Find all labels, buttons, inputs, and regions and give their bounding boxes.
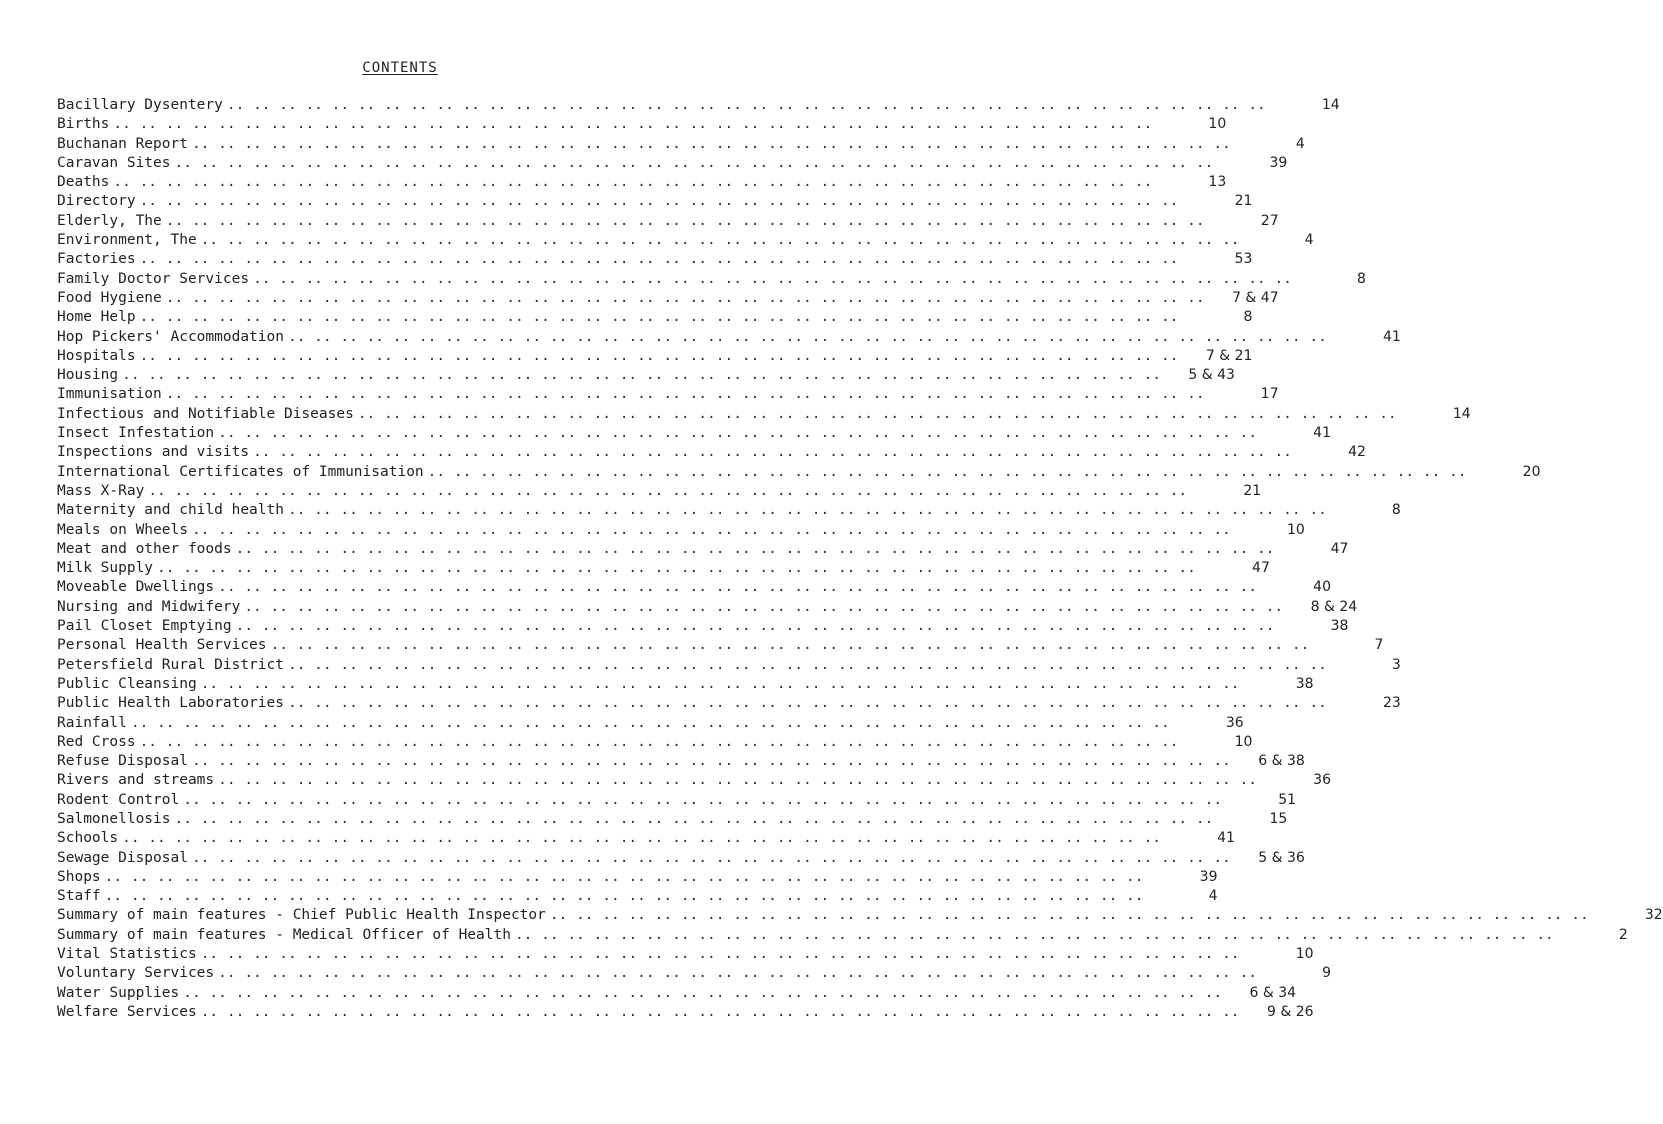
toc-entry-page: 7 & 21 — [1205, 347, 1253, 364]
dot-leader: .. .. .. .. .. .. .. .. .. .. .. .. .. .. .. .. .. .. .. .. .. .. .. .. .. .. .. .. .. .. .. .. .. .. .. .. .. .. .. .. — [200, 232, 1240, 249]
toc-entry-page: 23 — [1383, 695, 1401, 712]
dot-leader: .. .. .. .. .. .. .. .. .. .. .. .. .. .. .. .. .. .. .. .. .. .. .. .. .. .. .. .. .. .. .. .. .. .. .. .. .. .. .. .. — [122, 830, 1161, 847]
dot-leader: .. .. .. .. .. .. .. .. .. .. .. .. .. .. .. .. .. .. .. .. .. .. .. .. .. .. .. .. .. .. .. .. .. .. .. .. .. .. .. .. — [357, 405, 1397, 422]
toc-entry-page: 41 — [1383, 328, 1401, 345]
toc-entry-page: 27 — [1260, 212, 1279, 229]
toc-entry-label: Personal Health Services — [57, 637, 267, 654]
toc-entry-page: 10 — [1208, 116, 1227, 133]
toc-entry-page: 21 — [1234, 193, 1253, 210]
toc-entry-page: 40 — [1313, 579, 1331, 596]
toc-entry-page: 7 & 47 — [1232, 289, 1279, 306]
page-title: CONTENTS — [362, 60, 438, 76]
dot-leader: .. .. .. .. .. .. .. .. .. .. .. .. .. .. .. .. .. .. .. .. .. .. .. .. .. .. .. .. .. .. .. .. .. .. .. .. .. .. .. .. — [287, 656, 1327, 673]
toc-entry-label: Deaths — [57, 174, 110, 191]
table-of-contents — [57, 96, 1663, 1022]
toc-entry-label: Births — [57, 116, 110, 133]
toc-entry — [57, 270, 1366, 289]
toc-entry — [57, 366, 1235, 385]
toc-entry-label: Infectious and Notifiable Diseases — [57, 405, 354, 422]
toc-entry — [57, 192, 1253, 211]
toc-entry-page: 10 — [1286, 521, 1305, 538]
dot-leader: .. .. .. .. .. .. .. .. .. .. .. .. .. .. .. .. .. .. .. .. .. .. .. .. .. .. .. .. .. .. .. .. .. .. .. .. .. .. .. .. — [104, 888, 1144, 905]
dot-leader: .. .. .. .. .. .. .. .. .. .. .. .. .. .. .. .. .. .. .. .. .. .. .. .. .. .. .. .. .. .. .. .. .. .. .. .. .. .. .. .. — [139, 193, 1179, 210]
dot-leader: .. .. .. .. .. .. .. .. .. .. .. .. .. .. .. .. .. .. .. .. .. .. .. .. .. .. .. .. .. .. .. .. .. .. .. .. .. .. .. .. — [200, 675, 1240, 692]
toc-entry-label: Public Health Laboratories — [57, 695, 284, 712]
toc-entry-label: Schools — [57, 830, 119, 847]
dot-leader: .. .. .. .. .. .. .. .. .. .. .. .. .. .. .. .. .. .. .. .. .. .. .. .. .. .. .. .. .. .. .. .. .. .. .. .. .. .. .. .. — [139, 347, 1179, 364]
toc-entry — [57, 656, 1401, 675]
toc-entry-page: 42 — [1348, 444, 1366, 461]
toc-entry-page: 47 — [1252, 560, 1270, 577]
toc-entry-label: Meat and other foods — [57, 540, 232, 557]
toc-entry — [57, 115, 1227, 134]
dot-leader: .. .. .. .. .. .. .. .. .. .. .. .. .. .. .. .. .. .. .. .. .. .. .. .. .. .. .. .. .. .. .. .. .. .. .. .. .. .. .. .. — [253, 444, 1292, 461]
toc-entry — [57, 385, 1279, 404]
toc-entry-page: 8 & 24 — [1310, 598, 1358, 615]
dot-leader: .. .. .. .. .. .. .. .. .. .. .. .. .. .. .. .. .. .. .. .. .. .. .. .. .. .. .. .. .. .. .. .. .. .. .. .. .. .. .. .. — [130, 714, 1170, 731]
toc-entry-page: 39 — [1269, 154, 1288, 171]
dot-leader: .. .. .. .. .. .. .. .. .. .. .. .. .. .. .. .. .. .. .. .. .. .. .. .. .. .. .. .. .. .. .. .. .. .. .. .. .. .. .. .. — [200, 1003, 1240, 1020]
toc-entry-page: 51 — [1278, 791, 1297, 808]
toc-entry — [57, 868, 1218, 887]
toc-entry-page: 47 — [1330, 540, 1349, 557]
toc-entry-page: 9 & 26 — [1266, 1003, 1314, 1020]
toc-entry-label: Rivers and streams — [57, 772, 215, 789]
toc-entry-label: Food Hygiene — [57, 289, 162, 306]
toc-entry-label: Buchanan Report — [57, 135, 188, 152]
toc-entry-label: Vital Statistics — [57, 946, 197, 963]
toc-entry-page: 4 — [1295, 135, 1305, 152]
dot-leader: .. .. .. .. .. .. .. .. .. .. .. .. .. .. .. .. .. .. .. .. .. .. .. .. .. .. .. .. .. .. .. .. .. .. .. .. .. .. .. .. — [174, 154, 1214, 171]
toc-entry-label: Hop Pickers' Accommodation — [57, 328, 284, 345]
toc-entry-label: International Certificates of Immunisation — [57, 463, 424, 480]
dot-leader: .. .. .. .. .. .. .. .. .. .. .. .. .. .. .. .. .. .. .. .. .. .. .. .. .. .. .. .. .. .. .. .. .. .. .. .. .. .. .. .. — [191, 849, 1231, 866]
toc-entry — [57, 926, 1628, 945]
toc-entry-label: Home Help — [57, 309, 136, 326]
toc-entry — [57, 559, 1270, 578]
toc-entry — [57, 308, 1253, 327]
toc-entry-label: Immunisation — [57, 386, 162, 403]
toc-entry-label: Refuse Disposal — [57, 753, 188, 770]
toc-entry-page: 38 — [1295, 675, 1314, 692]
dot-leader: .. .. .. .. .. .. .. .. .. .. .. .. .. .. .. .. .. .. .. .. .. .. .. .. .. .. .. .. .. .. .. .. .. .. .. .. .. .. .. .. — [139, 733, 1179, 750]
dot-leader: .. .. .. .. .. .. .. .. .. .. .. .. .. .. .. .. .. .. .. .. .. .. .. .. .. .. .. .. .. .. .. .. .. .. .. .. .. .. .. .. — [226, 97, 1266, 113]
toc-entry — [57, 212, 1279, 231]
toc-entry — [57, 250, 1253, 269]
toc-entry-label: Welfare Services — [57, 1003, 197, 1020]
toc-entry-label: Shops — [57, 868, 101, 885]
toc-entry — [57, 135, 1305, 154]
toc-entry-page: 8 — [1391, 502, 1401, 519]
toc-entry — [57, 694, 1401, 713]
toc-entry-label: Summary of main features - Medical Officer of Health — [57, 926, 511, 943]
toc-entry — [57, 96, 1340, 115]
dot-leader: .. .. .. .. .. .. .. .. .. .. .. .. .. .. .. .. .. .. .. .. .. .. .. .. .. .. .. .. .. .. .. .. .. .. .. .. .. .. .. .. — [218, 965, 1257, 982]
dot-leader: .. .. .. .. .. .. .. .. .. .. .. .. .. .. .. .. .. .. .. .. .. .. .. .. .. .. .. .. .. .. .. .. .. .. .. .. .. .. .. .. — [191, 135, 1231, 152]
toc-entry — [57, 810, 1288, 829]
dot-leader: .. .. .. .. .. .. .. .. .. .. .. .. .. .. .. .. .. .. .. .. .. .. .. .. .. .. .. .. .. .. .. .. .. .. .. .. .. .. .. .. — [165, 212, 1205, 229]
dot-leader: .. .. .. .. .. .. .. .. .. .. .. .. .. .. .. .. .. .. .. .. .. .. .. .. .. .. .. .. .. .. .. .. .. .. .. .. .. .. .. .. — [287, 695, 1327, 712]
toc-entry-label: Moveable Dwellings — [57, 579, 215, 596]
dot-leader: .. .. .. .. .. .. .. .. .. .. .. .. .. .. .. .. .. .. .. .. .. .. .. .. .. .. .. .. .. .. .. .. .. .. .. .. .. .. .. .. — [113, 174, 1153, 191]
toc-entry-page: 6 & 38 — [1258, 753, 1305, 770]
dot-leader: .. .. .. .. .. .. .. .. .. .. .. .. .. .. .. .. .. .. .. .. .. .. .. .. .. .. .. .. .. .. .. .. .. .. .. .. .. .. .. .. — [183, 791, 1223, 808]
toc-entry — [57, 752, 1305, 771]
toc-entry-page: 10 — [1234, 733, 1253, 750]
toc-entry-label: Nursing and Midwifery — [57, 598, 241, 615]
toc-entry — [57, 617, 1349, 636]
dot-leader: .. .. .. .. .. .. .. .. .. .. .. .. .. .. .. .. .. .. .. .. .. .. .. .. .. .. .. .. .. .. .. .. .. .. .. .. .. .. .. .. — [122, 367, 1161, 384]
toc-entry-label: Bacillary Dysentery — [57, 97, 223, 113]
toc-entry — [57, 598, 1358, 617]
toc-entry-label: Insect Infestation — [57, 425, 215, 442]
toc-entry-label: Factories — [57, 251, 136, 268]
toc-entry — [57, 463, 1541, 482]
toc-entry — [57, 849, 1305, 868]
toc-entry — [57, 347, 1253, 366]
toc-entry-label: Directory — [57, 193, 136, 210]
dot-leader: .. .. .. .. .. .. .. .. .. .. .. .. .. .. .. .. .. .. .. .. .. .. .. .. .. .. .. .. .. .. .. .. .. .. .. .. .. .. .. .. — [174, 810, 1214, 827]
toc-entry — [57, 443, 1366, 462]
toc-entry — [57, 231, 1314, 250]
dot-leader: .. .. .. .. .. .. .. .. .. .. .. .. .. .. .. .. .. .. .. .. .. .. .. .. .. .. .. .. .. .. .. .. .. .. .. .. .. .. .. .. — [139, 251, 1179, 268]
toc-entry-label: Family Doctor Services — [57, 270, 250, 287]
toc-entry-label: Sewage Disposal — [57, 849, 188, 866]
toc-entry-page: 36 — [1313, 772, 1331, 789]
toc-entry — [57, 424, 1331, 443]
dot-leader: .. .. .. .. .. .. .. .. .. .. .. .. .. .. .. .. .. .. .. .. .. .. .. .. .. .. .. .. .. .. .. .. .. .. .. .. .. .. .. .. — [218, 579, 1257, 596]
dot-leader: .. .. .. .. .. .. .. .. .. .. .. .. .. .. .. .. .. .. .. .. .. .. .. .. .. .. .. .. .. .. .. .. .. .. .. .. .. .. .. .. — [549, 907, 1589, 924]
toc-entry-label: Mass X-Ray — [57, 482, 145, 499]
toc-entry — [57, 328, 1401, 347]
toc-entry-label: Rodent Control — [57, 791, 180, 808]
dot-leader: .. .. .. .. .. .. .. .. .. .. .. .. .. .. .. .. .. .. .. .. .. .. .. .. .. .. .. .. .. .. .. .. .. .. .. .. .. .. .. .. — [235, 540, 1275, 557]
dot-leader: .. .. .. .. .. .. .. .. .. .. .. .. .. .. .. .. .. .. .. .. .. .. .. .. .. .. .. .. .. .. .. .. .. .. .. .. .. .. .. .. — [287, 502, 1327, 519]
toc-entry — [57, 945, 1314, 964]
toc-entry — [57, 1003, 1314, 1022]
dot-leader: .. .. .. .. .. .. .. .. .. .. .. .. .. .. .. .. .. .. .. .. .. .. .. .. .. .. .. .. .. .. .. .. .. .. .. .. .. .. .. .. — [113, 116, 1153, 133]
dot-leader: .. .. .. .. .. .. .. .. .. .. .. .. .. .. .. .. .. .. .. .. .. .. .. .. .. .. .. .. .. .. .. .. .. .. .. .. .. .. .. .. — [183, 984, 1223, 1001]
dot-leader: .. .. .. .. .. .. .. .. .. .. .. .. .. .. .. .. .. .. .. .. .. .. .. .. .. .. .. .. .. .. .. .. .. .. .. .. .. .. .. .. — [235, 618, 1275, 635]
dot-leader: .. .. .. .. .. .. .. .. .. .. .. .. .. .. .. .. .. .. .. .. .. .. .. .. .. .. .. .. .. .. .. .. .. .. .. .. .. .. .. .. — [165, 289, 1205, 306]
toc-entry-page: 14 — [1321, 97, 1340, 113]
toc-entry-page: 7 — [1374, 637, 1384, 654]
dot-leader: .. .. .. .. .. .. .. .. .. .. .. .. .. .. .. .. .. .. .. .. .. .. .. .. .. .. .. .. .. .. .. .. .. .. .. .. .. .. .. .. — [157, 560, 1196, 577]
toc-entry-page: 10 — [1295, 946, 1314, 963]
toc-entry-page: 5 & 43 — [1188, 367, 1235, 384]
toc-entry-page: 41 — [1217, 830, 1235, 847]
dot-leader: .. .. .. .. .. .. .. .. .. .. .. .. .. .. .. .. .. .. .. .. .. .. .. .. .. .. .. .. .. .. .. .. .. .. .. .. .. .. .. .. — [191, 753, 1231, 770]
toc-entry-label: Red Cross — [57, 733, 136, 750]
toc-entry — [57, 636, 1384, 655]
toc-entry-page: 4 — [1304, 232, 1314, 249]
toc-entry-label: Caravan Sites — [57, 154, 171, 171]
dot-leader: .. .. .. .. .. .. .. .. .. .. .. .. .. .. .. .. .. .. .. .. .. .. .. .. .. .. .. .. .. .. .. .. .. .. .. .. .. .. .. .. — [270, 637, 1310, 654]
toc-entry — [57, 829, 1235, 848]
toc-entry-label: Housing — [57, 367, 119, 384]
toc-entry-label: Meals on Wheels — [57, 521, 188, 538]
toc-entry — [57, 578, 1331, 597]
toc-entry-page: 32 — [1644, 907, 1663, 924]
toc-entry-label: Rainfall — [57, 714, 127, 731]
toc-entry — [57, 405, 1471, 424]
dot-leader: .. .. .. .. .. .. .. .. .. .. .. .. .. .. .. .. .. .. .. .. .. .. .. .. .. .. .. .. .. .. .. .. .. .. .. .. .. .. .. .. — [104, 868, 1144, 885]
toc-entry — [57, 906, 1663, 925]
toc-entry — [57, 887, 1218, 906]
dot-leader: .. .. .. .. .. .. .. .. .. .. .. .. .. .. .. .. .. .. .. .. .. .. .. .. .. .. .. .. .. .. .. .. .. .. .. .. .. .. .. .. — [139, 309, 1179, 326]
toc-entry-label: Maternity and child health — [57, 502, 284, 519]
dot-leader: .. .. .. .. .. .. .. .. .. .. .. .. .. .. .. .. .. .. .. .. .. .. .. .. .. .. .. .. .. .. .. .. .. .. .. .. .. .. .. .. — [191, 521, 1231, 538]
toc-entry-page: 41 — [1313, 425, 1331, 442]
toc-entry — [57, 964, 1331, 983]
toc-entry — [57, 154, 1288, 173]
toc-entry-page: 38 — [1330, 618, 1349, 635]
toc-entry-label: Salmonellosis — [57, 810, 171, 827]
toc-entry-page: 3 — [1391, 656, 1401, 673]
toc-entry-label: Pail Closet Emptying — [57, 618, 232, 635]
toc-entry — [57, 714, 1244, 733]
toc-entry-page: 2 — [1618, 926, 1628, 943]
toc-entry-page: 17 — [1260, 386, 1279, 403]
toc-entry-label: Petersfield Rural District — [57, 656, 284, 673]
toc-entry-page: 20 — [1522, 463, 1541, 480]
dot-leader: .. .. .. .. .. .. .. .. .. .. .. .. .. .. .. .. .. .. .. .. .. .. .. .. .. .. .. .. .. .. .. .. .. .. .. .. .. .. .. .. — [253, 270, 1292, 287]
toc-entry-label: Environment, The — [57, 232, 197, 249]
dot-leader: .. .. .. .. .. .. .. .. .. .. .. .. .. .. .. .. .. .. .. .. .. .. .. .. .. .. .. .. .. .. .. .. .. .. .. .. .. .. .. .. — [427, 463, 1467, 480]
dot-leader: .. .. .. .. .. .. .. .. .. .. .. .. .. .. .. .. .. .. .. .. .. .. .. .. .. .. .. .. .. .. .. .. .. .. .. .. .. .. .. .. — [218, 425, 1257, 442]
toc-entry-page: 4 — [1208, 888, 1218, 905]
toc-entry-page: 15 — [1269, 810, 1288, 827]
toc-entry-label: Public Cleansing — [57, 675, 197, 692]
dot-leader: .. .. .. .. .. .. .. .. .. .. .. .. .. .. .. .. .. .. .. .. .. .. .. .. .. .. .. .. .. .. .. .. .. .. .. .. .. .. .. .. — [200, 946, 1240, 963]
toc-entry — [57, 675, 1314, 694]
toc-entry — [57, 540, 1349, 559]
toc-entry-label: Voluntary Services — [57, 965, 215, 982]
toc-entry — [57, 771, 1331, 790]
dot-leader: .. .. .. .. .. .. .. .. .. .. .. .. .. .. .. .. .. .. .. .. .. .. .. .. .. .. .. .. .. .. .. .. .. .. .. .. .. .. .. .. — [244, 598, 1284, 615]
toc-entry-label: Inspections and visits — [57, 444, 250, 461]
toc-entry — [57, 984, 1297, 1003]
toc-entry-label: Elderly, The — [57, 212, 162, 229]
toc-entry-page: 14 — [1452, 405, 1471, 422]
dot-leader: .. .. .. .. .. .. .. .. .. .. .. .. .. .. .. .. .. .. .. .. .. .. .. .. .. .. .. .. .. .. .. .. .. .. .. .. .. .. .. .. — [218, 772, 1257, 789]
toc-entry-label: Milk Supply — [57, 560, 154, 577]
toc-entry — [57, 501, 1401, 520]
dot-leader: .. .. .. .. .. .. .. .. .. .. .. .. .. .. .. .. .. .. .. .. .. .. .. .. .. .. .. .. .. .. .. .. .. .. .. .. .. .. .. .. — [148, 482, 1188, 499]
toc-entry-label: Staff — [57, 888, 101, 905]
toc-entry-page: 21 — [1243, 482, 1262, 499]
toc-entry — [57, 289, 1279, 308]
toc-entry — [57, 482, 1262, 501]
toc-entry-label: Hospitals — [57, 347, 136, 364]
toc-entry-page: 36 — [1225, 714, 1244, 731]
toc-entry-page: 8 — [1356, 270, 1366, 287]
dot-leader: .. .. .. .. .. .. .. .. .. .. .. .. .. .. .. .. .. .. .. .. .. .. .. .. .. .. .. .. .. .. .. .. .. .. .. .. .. .. .. .. — [165, 386, 1205, 403]
toc-entry-page: 13 — [1208, 174, 1227, 191]
toc-entry-page: 8 — [1243, 309, 1253, 326]
toc-entry-page: 39 — [1199, 868, 1218, 885]
toc-entry — [57, 521, 1305, 540]
dot-leader: .. .. .. .. .. .. .. .. .. .. .. .. .. .. .. .. .. .. .. .. .. .. .. .. .. .. .. .. .. .. .. .. .. .. .. .. .. .. .. .. — [514, 926, 1554, 943]
toc-entry — [57, 733, 1253, 752]
toc-entry-label: Water Supplies — [57, 984, 180, 1001]
toc-entry-label: Summary of main features - Chief Public Health Inspector — [57, 907, 546, 924]
toc-entry-page: 6 & 34 — [1249, 984, 1297, 1001]
toc-entry-page: 5 & 36 — [1258, 849, 1305, 866]
toc-entry-page: 53 — [1234, 251, 1253, 268]
toc-entry-page: 9 — [1322, 965, 1331, 982]
toc-entry — [57, 173, 1227, 192]
dot-leader: .. .. .. .. .. .. .. .. .. .. .. .. .. .. .. .. .. .. .. .. .. .. .. .. .. .. .. .. .. .. .. .. .. .. .. .. .. .. .. .. — [287, 328, 1327, 345]
toc-entry — [57, 791, 1297, 810]
